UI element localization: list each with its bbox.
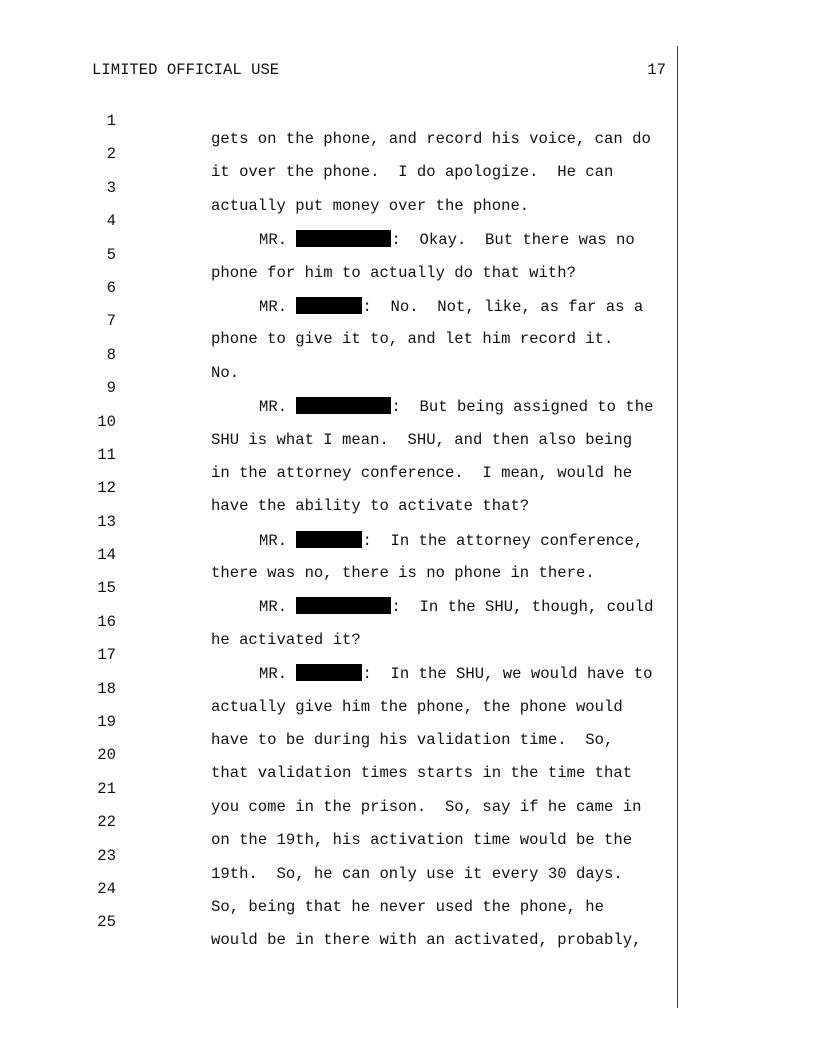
transcript-line (0, 495, 676, 550)
speaker-prefix: MR. (259, 398, 297, 417)
line-text: gets on the phone, and record his voice, can do (211, 130, 651, 148)
line-number: 19 (97, 713, 116, 732)
transcript-line (0, 595, 676, 649)
transcript-line (0, 261, 676, 316)
right-margin-rule (677, 46, 678, 1008)
line-text: on the 19th, his activation time would be the (211, 831, 633, 850)
speaker-prefix: MR. (259, 531, 297, 550)
line-text: : But being assigned to the (391, 398, 654, 417)
line-number: 25 (97, 913, 116, 932)
line-number: 9 (106, 379, 116, 398)
transcript-line (0, 895, 676, 950)
line-number: 24 (97, 879, 116, 898)
line-text: you come in the prison. So, say if he came in (211, 797, 642, 816)
line-number: 2 (106, 145, 116, 164)
line-number: 22 (97, 813, 116, 832)
transcript-line (0, 395, 676, 449)
line-text: there was no, there is no phone in there. (211, 564, 595, 583)
line-text: So, being that he never used the phone, he (211, 897, 605, 916)
line-text: would be in there with an activated, probably, (211, 931, 642, 950)
line-text: have the ability to activate that? (211, 497, 530, 516)
transcript-line (0, 561, 676, 617)
line-number: 3 (106, 178, 116, 197)
line-text: : In the SHU, though, could (391, 598, 654, 617)
transcript-line (0, 294, 676, 349)
line-number: 11 (97, 445, 116, 464)
line-text: actually give him the phone, the phone would (211, 697, 623, 716)
transcript-line (0, 461, 676, 516)
line-text: 19th. So, he can only use it every 30 days. (211, 864, 623, 883)
transcript-line (0, 161, 676, 215)
transcript-line (0, 628, 676, 684)
classification-header: LIMITED OFFICIAL USE (92, 61, 280, 79)
transcript-line (0, 695, 676, 750)
line-number: 17 (97, 646, 116, 665)
line-text: it over the phone. I do apologize. He can (211, 163, 614, 182)
line-number: 12 (97, 479, 116, 498)
line-text: he activated it? (211, 630, 361, 649)
line-number: 23 (97, 846, 116, 865)
line-number: 16 (97, 612, 116, 631)
line-number: 18 (97, 679, 116, 698)
line-number: 4 (106, 212, 116, 231)
transcript-line (0, 862, 676, 916)
line-number: 8 (106, 345, 116, 364)
line-number: 20 (97, 746, 116, 765)
transcript-line (0, 361, 676, 417)
page-number: 17 (647, 61, 666, 79)
line-number: 6 (106, 278, 116, 297)
transcript-body (0, 94, 676, 950)
line-text: that validation times starts in the time that (211, 764, 633, 783)
transcript-line (0, 528, 676, 583)
transcript-line (0, 428, 676, 482)
line-number: 15 (97, 579, 116, 598)
line-text: : No. Not, like, as far as a (362, 297, 644, 316)
transcript-line (0, 662, 676, 716)
speaker-prefix: MR. (259, 598, 297, 617)
line-number: 5 (106, 245, 116, 264)
line-number: 1 (106, 112, 116, 130)
transcript-line (0, 728, 676, 783)
transcript-line (0, 795, 676, 850)
line-text: phone for him to actually do that with? (211, 263, 576, 282)
line-text: actually put money over the phone. (211, 196, 530, 215)
line-number: 10 (97, 412, 116, 431)
line-text: : In the SHU, we would have to (362, 665, 653, 684)
line-number: 7 (106, 312, 116, 331)
transcript-line (0, 194, 676, 250)
transcript-line (0, 829, 676, 883)
line-text: : Okay. But there was no (391, 231, 635, 250)
line-text: phone to give it to, and let him record it. (211, 330, 614, 349)
transcript-line (0, 228, 676, 282)
line-text: : In the attorney conference, (362, 531, 644, 550)
transcript-line (0, 328, 676, 382)
transcript-line (0, 762, 676, 816)
transcript-line (0, 127, 676, 182)
line-text: SHU is what I mean. SHU, and then also being (211, 430, 633, 449)
line-number: 21 (97, 779, 116, 798)
line-number: 13 (97, 512, 116, 531)
speaker-prefix: MR. (259, 665, 297, 684)
line-text: No. (211, 363, 240, 382)
transcript-line (0, 94, 676, 148)
line-text: in the attorney conference. I mean, would he (211, 463, 633, 482)
line-number: 14 (97, 546, 116, 565)
line-text: have to be during his validation time. So, (211, 731, 614, 750)
speaker-prefix: MR. (259, 231, 297, 250)
speaker-prefix: MR. (259, 297, 297, 316)
